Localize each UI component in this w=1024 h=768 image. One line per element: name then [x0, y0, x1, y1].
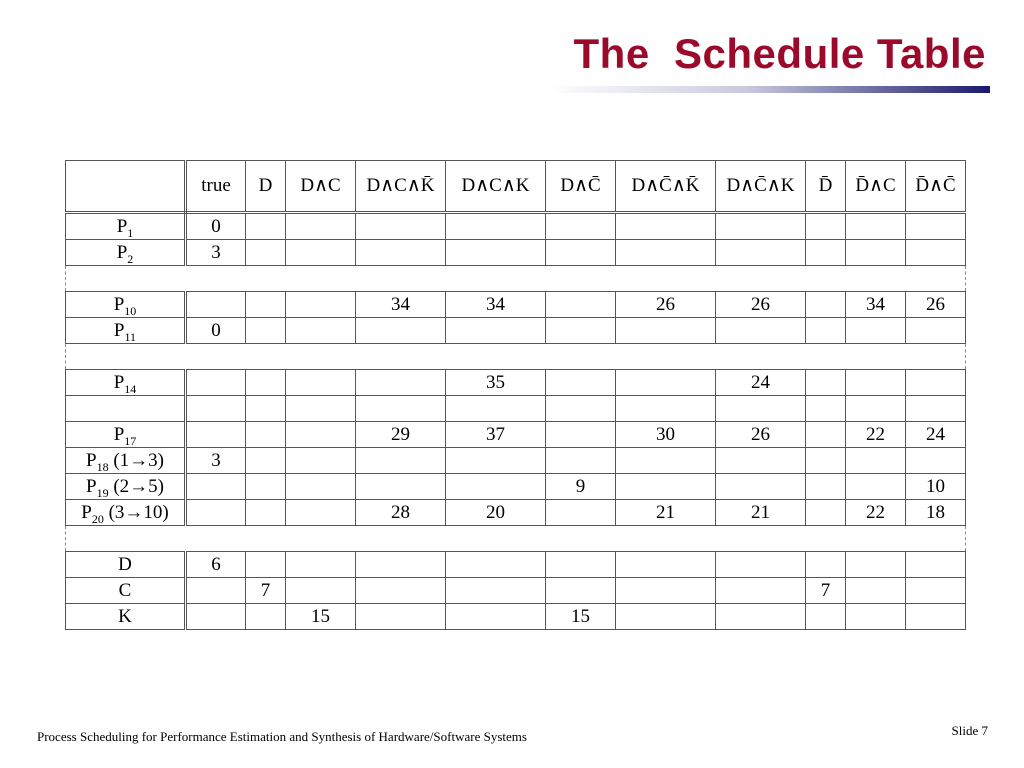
table-cell: 10 — [906, 474, 966, 500]
table-cell — [546, 213, 616, 240]
table-cell — [846, 240, 906, 266]
table-cell — [356, 474, 446, 500]
table-cell — [356, 578, 446, 604]
table-cell — [546, 318, 616, 344]
table-cell: 29 — [356, 422, 446, 448]
table-cell — [906, 578, 966, 604]
table-cell — [286, 213, 356, 240]
table-cell: 35 — [446, 370, 546, 396]
table-cell: 26 — [616, 292, 716, 318]
table-cell — [546, 370, 616, 396]
table-cell — [546, 292, 616, 318]
table-cell: 21 — [616, 500, 716, 526]
table-cell — [446, 552, 546, 578]
table-gap-row — [66, 526, 966, 552]
table-cell — [546, 240, 616, 266]
table-cell — [286, 578, 356, 604]
table-row — [66, 604, 966, 630]
row-label — [66, 396, 186, 422]
table-cell — [446, 240, 546, 266]
table-cell — [186, 578, 246, 604]
table-cell: 26 — [716, 292, 806, 318]
header-cell: D∧C̄∧K — [716, 161, 806, 213]
table-row — [66, 474, 966, 500]
header-cell: D∧C̄ — [546, 161, 616, 213]
table-cell — [356, 213, 446, 240]
table-cell — [906, 448, 966, 474]
table-cell — [906, 370, 966, 396]
table-row — [66, 578, 966, 604]
table-cell — [846, 448, 906, 474]
table-cell — [716, 448, 806, 474]
row-label: C — [66, 578, 186, 604]
table-row — [66, 370, 966, 396]
table-cell: 7 — [806, 578, 846, 604]
table-gap-row — [66, 266, 966, 292]
table-cell: 24 — [906, 422, 966, 448]
table-cell: 30 — [616, 422, 716, 448]
table-cell — [246, 318, 286, 344]
table-cell — [716, 604, 806, 630]
table-cell — [546, 552, 616, 578]
table-cell — [186, 370, 246, 396]
table-cell: 21 — [716, 500, 806, 526]
table-cell — [446, 318, 546, 344]
table-cell — [246, 370, 286, 396]
table-row — [66, 552, 966, 578]
table-cell — [446, 578, 546, 604]
table-cell: 22 — [846, 422, 906, 448]
table-cell: 22 — [846, 500, 906, 526]
table-cell — [716, 318, 806, 344]
table-cell — [186, 396, 246, 422]
header-cell: D∧C∧K̄ — [356, 161, 446, 213]
table-cell — [286, 500, 356, 526]
slide-number: Slide 7 — [951, 723, 988, 738]
row-label: D — [66, 552, 186, 578]
header-row — [66, 161, 966, 213]
table-row — [66, 240, 966, 266]
table-cell — [846, 474, 906, 500]
table-cell: 3 — [186, 448, 246, 474]
row-label: $P_{17}$ — [66, 422, 186, 448]
table-cell — [356, 318, 446, 344]
table-cell — [616, 213, 716, 240]
table-cell — [286, 422, 356, 448]
table-cell — [616, 448, 716, 474]
table-cell — [286, 370, 356, 396]
table-cell — [616, 578, 716, 604]
table-cell — [546, 422, 616, 448]
header-cell — [66, 161, 186, 213]
table-cell — [246, 292, 286, 318]
footer-text: Process Scheduling for Performance Estimation and Synthesis of Hardware/Software Systems — [37, 729, 527, 744]
table-row — [66, 292, 966, 318]
header-cell: D̄ — [806, 161, 846, 213]
table-cell — [846, 578, 906, 604]
table-cell — [846, 318, 906, 344]
table-cell — [716, 213, 806, 240]
table-cell — [356, 370, 446, 396]
table-cell: 34 — [846, 292, 906, 318]
table-cell — [286, 396, 356, 422]
header-cell: D∧C̄∧K̄ — [616, 161, 716, 213]
table-row — [66, 448, 966, 474]
table-cell — [616, 604, 716, 630]
table-cell — [906, 318, 966, 344]
row-label: $P_{14}$ — [66, 370, 186, 396]
table-cell — [616, 396, 716, 422]
table-cell — [846, 213, 906, 240]
table-cell: 0 — [186, 318, 246, 344]
table-cell: 7 — [246, 578, 286, 604]
table-cell — [356, 396, 446, 422]
table-cell — [846, 552, 906, 578]
table-cell — [906, 604, 966, 630]
row-label: $P_{20}$ (3→10) — [66, 500, 186, 526]
table-cell — [846, 396, 906, 422]
table-cell — [356, 604, 446, 630]
table-cell — [446, 213, 546, 240]
table-cell — [446, 396, 546, 422]
table-cell — [806, 396, 846, 422]
table-cell: 26 — [906, 292, 966, 318]
table-cell — [286, 292, 356, 318]
table-cell — [806, 370, 846, 396]
table-cell — [716, 396, 806, 422]
table-cell — [246, 552, 286, 578]
table-cell — [616, 474, 716, 500]
row-label: $P_{11}$ — [66, 318, 186, 344]
table-cell: 28 — [356, 500, 446, 526]
table-cell — [806, 448, 846, 474]
table-row — [66, 422, 966, 448]
table-cell — [846, 604, 906, 630]
table-cell — [806, 500, 846, 526]
table-cell — [246, 500, 286, 526]
table-cell: 9 — [546, 474, 616, 500]
table-cell — [356, 448, 446, 474]
table-cell — [716, 552, 806, 578]
table-cell — [546, 500, 616, 526]
table-cell — [806, 604, 846, 630]
table-cell: 37 — [446, 422, 546, 448]
table-cell — [286, 240, 356, 266]
table-cell — [246, 474, 286, 500]
table-cell — [806, 474, 846, 500]
table-cell — [286, 474, 356, 500]
title-underline — [548, 86, 990, 93]
table-cell: 6 — [186, 552, 246, 578]
row-label: $P_2$ — [66, 240, 186, 266]
table-cell — [906, 396, 966, 422]
table-cell — [616, 318, 716, 344]
table-cell — [806, 552, 846, 578]
table-gap-row — [66, 344, 966, 370]
table-row — [66, 318, 966, 344]
table-cell — [246, 396, 286, 422]
table-cell — [186, 474, 246, 500]
table-cell — [186, 422, 246, 448]
table-row — [66, 213, 966, 240]
table-cell — [186, 292, 246, 318]
table-cell — [246, 448, 286, 474]
header-cell: D — [246, 161, 286, 213]
header-cell: D∧C∧K — [446, 161, 546, 213]
table-cell — [806, 422, 846, 448]
table-cell: 24 — [716, 370, 806, 396]
table-cell — [286, 552, 356, 578]
table-cell — [246, 604, 286, 630]
table-cell — [546, 448, 616, 474]
table-cell — [356, 552, 446, 578]
table-cell: 34 — [446, 292, 546, 318]
table-cell: 26 — [716, 422, 806, 448]
table-cell — [446, 604, 546, 630]
header-cell: D̄∧C — [846, 161, 906, 213]
table-cell — [546, 396, 616, 422]
table-cell — [286, 448, 356, 474]
table-cell: 20 — [446, 500, 546, 526]
table-cell — [806, 318, 846, 344]
table-cell — [716, 578, 806, 604]
row-label: $P_1$ — [66, 213, 186, 240]
table-cell — [616, 552, 716, 578]
table-cell — [616, 370, 716, 396]
table-cell — [186, 604, 246, 630]
schedule-table — [65, 160, 966, 630]
table-cell: 15 — [286, 604, 356, 630]
table-row — [66, 396, 966, 422]
table-cell — [356, 240, 446, 266]
table-cell — [446, 474, 546, 500]
table-cell: 0 — [186, 213, 246, 240]
table-cell: 34 — [356, 292, 446, 318]
table-cell — [716, 474, 806, 500]
table-cell — [906, 240, 966, 266]
table-cell — [246, 422, 286, 448]
header-cell: D̄∧C̄ — [906, 161, 966, 213]
table-cell — [446, 448, 546, 474]
table-row — [66, 500, 966, 526]
table-cell — [806, 213, 846, 240]
table-cell — [846, 370, 906, 396]
header-cell: true — [186, 161, 246, 213]
table-cell — [246, 213, 286, 240]
slide-title: The Schedule Table — [573, 30, 986, 77]
header-cell: D∧C — [286, 161, 356, 213]
table-cell — [716, 240, 806, 266]
row-label: K — [66, 604, 186, 630]
table-cell — [286, 318, 356, 344]
table-cell: 3 — [186, 240, 246, 266]
table-cell — [906, 213, 966, 240]
table-cell: 15 — [546, 604, 616, 630]
row-label: $P_{18}$ (1→3) — [66, 448, 186, 474]
table-cell — [546, 578, 616, 604]
row-label: $P_{19}$ (2→5) — [66, 474, 186, 500]
table-cell — [616, 240, 716, 266]
table-cell — [186, 500, 246, 526]
row-label: $P_{10}$ — [66, 292, 186, 318]
table-cell: 18 — [906, 500, 966, 526]
table-cell — [246, 240, 286, 266]
table-cell — [906, 552, 966, 578]
table-cell — [806, 292, 846, 318]
table-cell — [806, 240, 846, 266]
